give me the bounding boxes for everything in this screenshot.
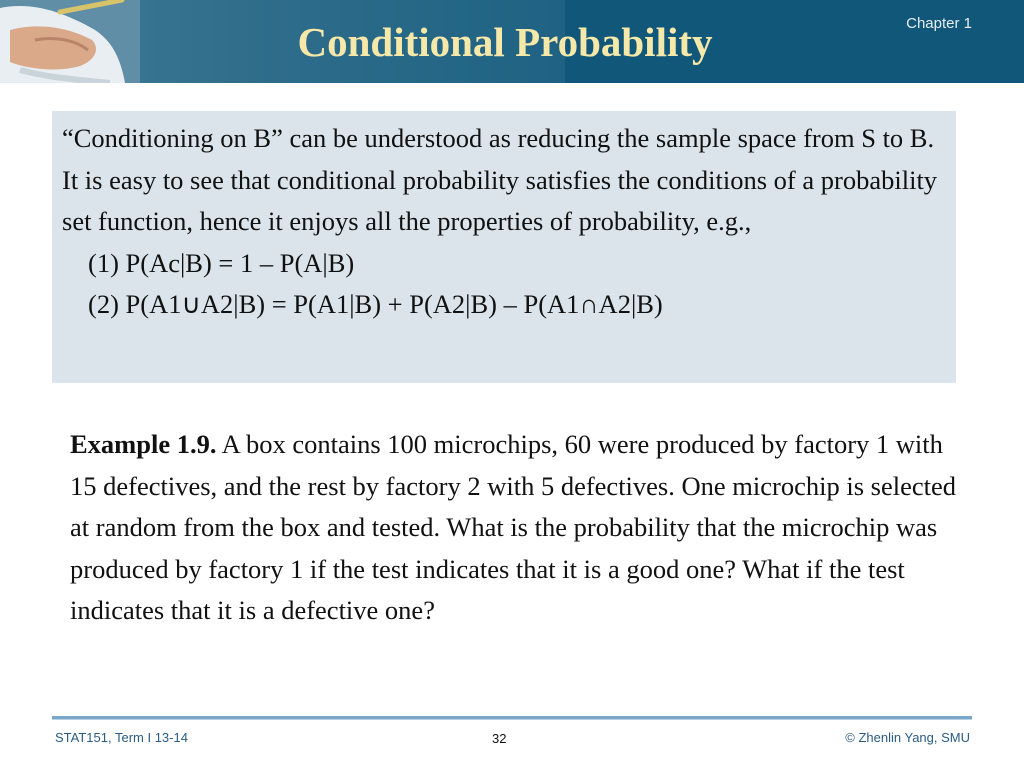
footer-course: STAT151, Term I 13-14 <box>55 730 188 745</box>
definition-text <box>62 118 947 326</box>
footer-divider <box>52 716 972 720</box>
footer-copyright: © Zhenlin Yang, SMU <box>845 730 970 745</box>
page-title: Conditional Probability <box>297 19 713 65</box>
example-block <box>70 424 970 632</box>
definition-paragraph: “Conditioning on B” can be understood as reducing the sample space from S to B. It is easy to see that conditional probability satisfies the conditions of a probability set function, hence it enjoys all the properties of probability, e.g., <box>62 123 938 236</box>
example-text: A box contains 100 microchips, 60 were produced by factory 1 with 15 defectives, and the rest by factory 2 with 5 defectives. One microchip is selected at random from the box and tested. What is the probability that the microchip was produced by factory 1 if the test indicates that it is a good one? What if the test indicates that it is a defective one? <box>70 429 956 625</box>
property-2: (2) P(A1∪A2|B) = P(A1|B) + P(A2|B) – P(A1∩A2|B) <box>88 289 663 319</box>
property-1: (1) P(Ac|B) = 1 – P(A|B) <box>88 247 355 278</box>
example-label: Example 1.9. <box>70 429 217 459</box>
chapter-label: Chapter 1 <box>906 15 972 32</box>
page-number: 32 <box>492 731 507 746</box>
slide-header <box>0 0 1024 83</box>
